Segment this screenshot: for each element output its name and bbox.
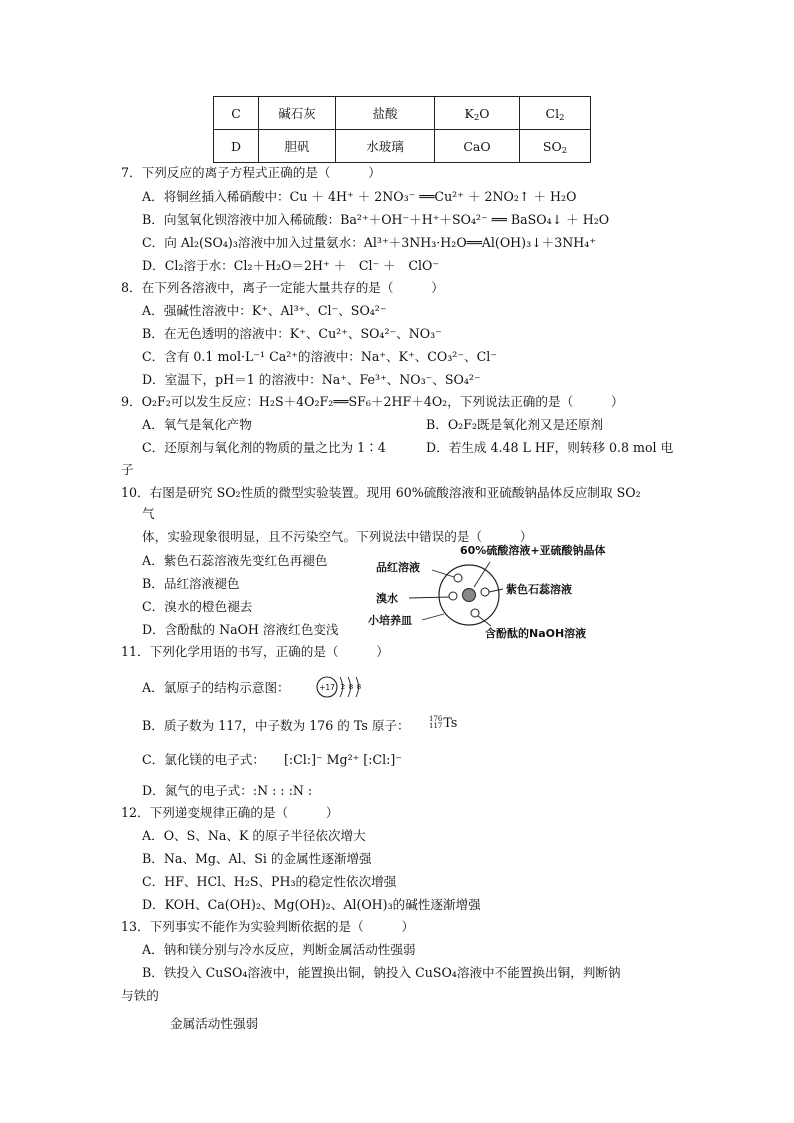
- atomic-number: 117: [429, 721, 443, 730]
- nuclide-symbol: [429, 713, 457, 731]
- well-naoh: [471, 609, 479, 617]
- table-cell: 盐酸: [336, 97, 435, 130]
- table-row: [214, 130, 591, 163]
- center-reagent-well: [463, 589, 476, 602]
- question-12-option-a: A．O、S、Na、K 的原子半径依次增大: [142, 828, 366, 843]
- formula-sub: 2: [559, 112, 565, 123]
- question-9-option-d: D．若生成 4.48 L HF，则转移 0.8 mol 电: [426, 440, 674, 455]
- figure-label-shizi: 紫色石蕊溶液: [506, 583, 572, 596]
- question-10-option-b: B．品红溶液褪色: [142, 576, 240, 591]
- chlorine-structure-diagram: [314, 673, 372, 701]
- formula-sub: 2: [473, 112, 480, 123]
- table-cell: D: [214, 130, 259, 163]
- question-7-option-c: C．向 Al₂(SO₄)₃溶液中加入过量氨水：Al³⁺＋3NH₃·H₂O══Al(OH)₃↓＋3NH₄⁺: [142, 235, 596, 250]
- question-11-option-a: A．氯原子的结构示意图：: [142, 680, 290, 695]
- question-8-option-b: B．在无色透明的溶液中：K⁺、Cu²⁺、SO₄²⁻、NO₃⁻: [142, 326, 442, 341]
- question-7-option-d: D．Cl₂溶于水：Cl₂＋H₂O＝2H⁺ ＋ Cl⁻ ＋ ClO⁻: [142, 258, 440, 273]
- question-12-stem: 12．下列递变规律正确的是（ ）: [121, 805, 339, 820]
- question-7-option-a: A．将铜丝插入稀硝酸中：Cu ＋ 4H⁺ ＋ 2NO₃⁻ ══Cu²⁺ ＋ 2NO₂↑ ＋ H₂O: [142, 189, 577, 204]
- table-cell: [520, 97, 591, 130]
- formula-part: K: [464, 105, 474, 121]
- figure-label-naoh: 含酚酞的NaOH溶液: [485, 627, 587, 640]
- question-13-stem: 13．下列事实不能作为实验判断依据的是（ ）: [121, 919, 415, 934]
- question-9-option-a: A．氧气是氧化产物: [142, 417, 252, 432]
- question-8-option-d: D．室温下，pH＝1 的溶液中：Na⁺、Fe³⁺、NO₃⁻、SO₄²⁻: [142, 372, 481, 387]
- well-xiushui: [449, 592, 457, 600]
- question-10-stem: 10．右图是研究 SO₂性质的微型实验装置。现用 60%硫酸溶液和亚硫酸钠晶体反应制取 SO₂: [121, 485, 641, 500]
- question-8-option-a: A．强碱性溶液中：K⁺、Al³⁺、Cl⁻、SO₄²⁻: [142, 303, 387, 318]
- well-pinhong: [454, 574, 462, 582]
- question-7-stem: 7．下列反应的离子方程式正确的是（ ）: [121, 165, 381, 180]
- question-11-stem: 11．下列化学用语的书写，正确的是（ ）: [121, 644, 389, 659]
- shell-count: 2: [340, 683, 346, 691]
- well-shizi: [481, 588, 489, 596]
- mass-number: 176: [429, 714, 443, 723]
- question-7-option-b: B．向氢氧化钡溶液中加入稀硫酸：Ba²⁺＋OH⁻＋H⁺＋SO₄²⁻ ══ BaSO₄↓ ＋ H₂O: [142, 212, 610, 227]
- question-11-option-c: C．氯化镁的电子式：: [142, 752, 265, 767]
- question-13-option-b-cont: 与铁的: [121, 988, 159, 1003]
- question-10-option-c: C．溴水的橙色褪去: [142, 599, 253, 614]
- question-10-option-a: A．紫色石蕊溶液先变红色再褪色: [142, 553, 328, 568]
- question-13-option-b: B．铁投入 CuSO₄溶液中，能置换出铜，钠投入 CuSO₄溶液中不能置换出铜，判断钠: [142, 965, 621, 980]
- question-13-option-a: A．钠和镁分别与冷水反应，判断金属活动性强弱: [142, 942, 416, 957]
- table-cell: C: [214, 97, 259, 130]
- question-9-option-b: B．O₂F₂既是氧化剂又是还原剂: [426, 417, 603, 432]
- question-9-option-d-cont: 子: [121, 462, 134, 477]
- nucleus-charge: +17: [319, 683, 335, 692]
- table-row: [214, 97, 591, 130]
- question-13-option-b-cont2: 金属活动性强弱: [170, 1016, 259, 1031]
- table-cell: 水玻璃: [336, 130, 435, 163]
- options-table: [213, 96, 591, 163]
- question-8-stem: 8．在下列各溶液中，离子一定能大量共存的是（ ）: [121, 280, 444, 295]
- table-cell: CaO: [435, 130, 520, 163]
- question-12-option-c: C．HF、HCl、H₂S、PH₃的稳定性依次增强: [142, 874, 397, 889]
- question-11-option-d: D．氮气的电子式：:N : : :N :: [142, 783, 313, 798]
- shell-count: 8: [356, 683, 362, 691]
- electron-formula-mgcl2: [:Cl:]⁻ Mg²⁺ [:Cl:]⁻: [284, 752, 402, 767]
- figure-label-dish: 小培养皿: [368, 614, 412, 627]
- question-8-option-c: C．含有 0.1 mol·L⁻¹ Ca²⁺的溶液中：Na⁺、K⁺、CO₃²⁻、Cl⁻: [142, 349, 497, 364]
- question-11-option-b: B．质子数为 117，中子数为 176 的 Ts 原子：: [142, 718, 410, 733]
- figure-label-pinhong: 品红溶液: [376, 561, 420, 574]
- formula-sub: 2: [561, 145, 568, 156]
- question-9-option-c: C．还原剂与氧化剂的物质的量之比为 1∶4: [142, 440, 386, 455]
- microscale-apparatus-figure: [362, 540, 652, 640]
- element-symbol: Ts: [443, 715, 458, 730]
- table-cell: 碱石灰: [259, 97, 336, 130]
- formula-part: SO: [542, 138, 562, 154]
- table-cell: [435, 97, 520, 130]
- table-cell: 胆矾: [259, 130, 336, 163]
- question-10-stem-cont: 气: [142, 506, 155, 521]
- figure-label-top: 60%硫酸溶液+亚硫酸钠晶体: [460, 544, 606, 557]
- question-10-option-d: D．含酚酞的 NaOH 溶液红色变浅: [142, 622, 339, 637]
- shell-count: 8: [348, 683, 354, 691]
- question-10-stem-2: 体，实验现象很明显，且不污染空气。下列说法中错误的是（ ）: [142, 529, 533, 544]
- question-12-option-d: D．KOH、Ca(OH)₂、Mg(OH)₂、Al(OH)₃的碱性逐渐增强: [142, 897, 481, 912]
- question-12-option-b: B．Na、Mg、Al、Si 的金属性逐渐增强: [142, 851, 372, 866]
- table-cell: [520, 130, 591, 163]
- figure-label-xiushui: 溴水: [376, 592, 398, 605]
- formula-part: O: [479, 105, 490, 121]
- formula-part: Cl: [545, 105, 560, 121]
- question-9-stem: 9．O₂F₂可以发生反应：H₂S＋4O₂F₂══SF₆＋2HF＋4O₂，下列说法正确的是（ ）: [121, 394, 624, 409]
